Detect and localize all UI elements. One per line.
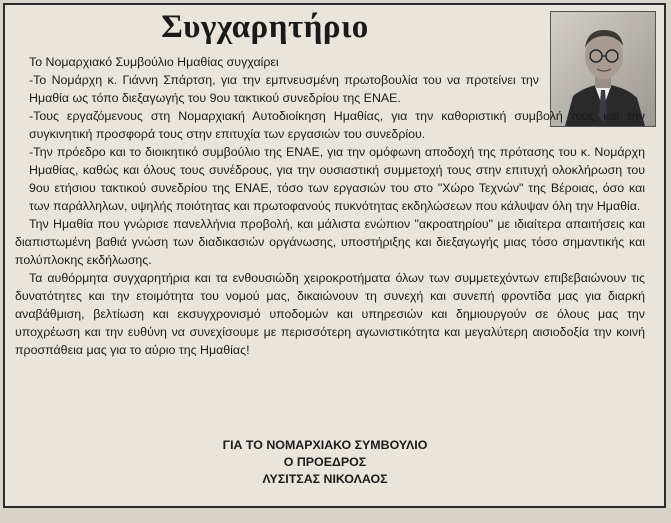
paragraph-congratulations: Τα αυθόρμητα συγχαρητήρια και τα ενθουσιώδη χειροκροτήματα όλων των συμμετεχόντων επιβεβαιώνουν τις δυνατότητες και την ετοιμότητα του νομού μας, δικαιώνουν τη συνεχή και συνεπή φροντίδα μας για διαρκή αναβάθμιση, βελτίωση και εκσυγχρονισμό υποδομών και υπηρεσιών και δημιουργούν σε όλους μας την υποχρέωση και την ευθύνη να συνεχίσουμε με περισσότερη αγωνιστικότητα και μεγαλύτερη αισιοδοξία την κοινή προσπάθεια μας για το αύριο της Ημαθίας! bbox=[15, 271, 645, 357]
page-title: Συγχαρητήριο bbox=[161, 9, 369, 45]
paragraph-nomarch: -Το Νομάρχη κ. Γιάννη Σπάρτση, για την εμπνευσμένη πρωτοβουλία του να προτείνει την Ημαθία ως τόπο διεξαγωγής του 9ου τακτικού συνεδρίου της ΕΝΑΕ. bbox=[29, 73, 539, 105]
paragraph-greeting: Το Νομαρχιακό Συμβούλιο Ημαθίας συγχαίρει bbox=[29, 55, 279, 69]
paragraph-employees: -Τους εργαζόμενους στη Νομαρχιακή Αυτοδιοίκηση Ημαθίας, για την καθοριστική συμβολή τους και την συγκινητική προσφορά τους στην επιτυχία των εργασιών του συνεδρίου. bbox=[29, 109, 645, 141]
signature-council: ΓΙΑ ΤΟ ΝΟΜΑΡΧΙΑΚΟ ΣΥΜΒΟΥΛΙΟ bbox=[222, 438, 428, 452]
signature-block bbox=[5, 437, 645, 488]
paragraph-board: -Την πρόεδρο και το διοικητικό συμβούλιο της ΕΝΑΕ, για την ομόφωνη αποδοχή της πρότασης του κ. Νομάρχη Ημαθίας, καθώς και όλους τους συνέδρους, για την ουσιαστική συμμετοχή τους στην επιτυχή ολοκλήρωση του 9ου ετήσιου τακτικού συνεδρίου της ΕΝΑΕ, τόσο των εργασιών του στο "Χώρο Τεχνών" της Βέροιας, όσο και των παράλληλων, υψηλής ποιότητας και πρωτοφανούς πυκνότητας εκδηλώσεων που κάλυψαν όλη την Ημαθία. bbox=[29, 145, 645, 213]
article-body bbox=[15, 53, 645, 359]
signature-name: ΛΥΣΙΤΣΑΣ ΝΙΚΟΛΑΟΣ bbox=[262, 472, 388, 486]
newspaper-clipping bbox=[3, 3, 666, 508]
signature-title: Ο ΠΡΟΕΔΡΟΣ bbox=[283, 455, 367, 469]
paragraph-imathia: Την Ημαθία που γνώρισε πανελλήνια προβολή, και μάλιστα ενώπιον "ακροατηρίου" με ιδιαίτερα απαιτήσεις και διαπιστωμένη βαθιά γνώση των διαδικασιών οργάνωσης, υποστήριξης και διεξαγωγής μιας τόσο σημαντικής και πολύπλοκης εκδήλωσης. bbox=[15, 217, 645, 267]
